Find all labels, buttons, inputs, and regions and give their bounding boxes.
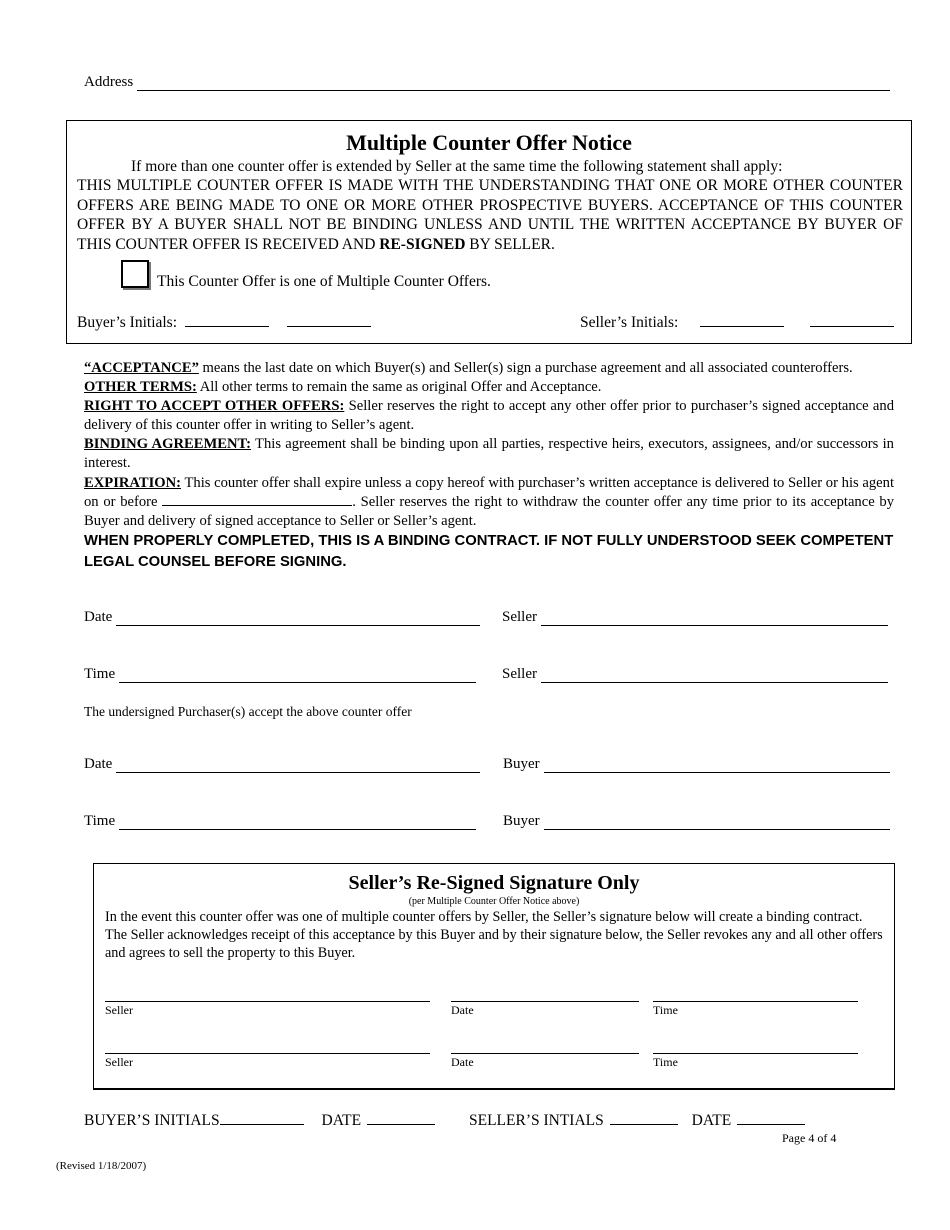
seller-signature-row-2	[502, 666, 888, 683]
resigned-seller-label-2: Seller	[105, 1055, 133, 1069]
resigned-time-label-2: Time	[653, 1055, 678, 1069]
buyer-initials-label: Buyer’s Initials:	[77, 314, 178, 331]
address-row	[84, 74, 890, 91]
multiple-counter-offer-checkbox[interactable]	[121, 260, 149, 288]
resigned-text: In the event this counter offer was one of multiple counter offers by Seller, the Seller’s signature below will create a binding contract. The Seller acknowledges receipt of this acceptance by this Buyer and by their signature below, the Seller revokes any and all other offers and agrees to sell the property to this Buyer.	[105, 909, 883, 961]
buyer-label: Buyer	[503, 813, 540, 829]
address-label: Address	[84, 74, 134, 90]
page-number: Page 4 of 4	[782, 1131, 837, 1145]
seller-signature-field-1[interactable]	[541, 611, 888, 626]
seller-resigned-box	[93, 863, 895, 1090]
seller-label: Seller	[502, 609, 537, 625]
other-terms-text: All other terms to remain the same as original Offer and Acceptance.	[196, 379, 602, 396]
buyer-label: Buyer	[503, 756, 540, 772]
footer-seller-initials-label: SELLER’S INTIALS	[468, 1112, 604, 1129]
buyer-initials-row	[77, 314, 371, 332]
footer-buyer-initials-field[interactable]	[220, 1112, 304, 1125]
expiration-clause	[84, 474, 894, 531]
resigned-date-line-2[interactable]	[451, 1053, 639, 1054]
seller-date-row-1	[84, 609, 480, 626]
seller-initials-field-1[interactable]	[700, 314, 784, 327]
terms-section	[84, 359, 894, 573]
binding-agreement-heading: BINDING AGREEMENT:	[84, 436, 252, 453]
mco-title: Multiple Counter Offer Notice	[346, 130, 632, 155]
right-to-accept-clause	[84, 397, 894, 435]
footer-buyer-date-field[interactable]	[367, 1112, 435, 1125]
buyer-signature-row-1	[503, 756, 890, 773]
resigned-time-line-2[interactable]	[653, 1053, 858, 1054]
acceptance-heading: “ACCEPTANCE”	[84, 360, 199, 376]
buyer-date-row	[84, 756, 480, 773]
resigned-date-line-1[interactable]	[451, 1001, 639, 1002]
buyer-signature-row-2	[503, 813, 890, 830]
binding-agreement-clause	[84, 435, 894, 473]
time-label: Time	[84, 666, 116, 682]
footer-seller-date-field[interactable]	[737, 1112, 805, 1125]
resigned-date-label-2: Date	[451, 1055, 474, 1069]
buyer-time-field[interactable]	[119, 815, 476, 830]
time-label: Time	[84, 813, 116, 829]
resigned-title: Seller’s Re-Signed Signature Only	[348, 872, 640, 894]
date-label: Date	[84, 756, 113, 772]
resigned-time-line-1[interactable]	[653, 1001, 858, 1002]
buyer-signature-field-2[interactable]	[544, 815, 890, 830]
multiple-counter-offer-box	[66, 120, 912, 344]
mco-statement-body: THIS MULTIPLE COUNTER OFFER IS MADE WITH THE UNDERSTANDING THAT ONE OR MORE OTHER COUNTER OFFERS ARE BEING MADE TO ONE OR MORE OTHER PROSPECTIVE BUYERS. ACCEPTANCE OF THIS COUNTER OFFER BY A BUYER SHALL NOT BE BINDING UNLESS AND UNTIL THE WRITTEN ACCEPTANCE BY BUYER OF THIS COUNTER OFFER IS RECEIVED AND	[77, 177, 903, 254]
right-to-accept-heading: RIGHT TO ACCEPT OTHER OFFERS:	[84, 398, 345, 415]
binding-agreement-text: This agreement shall be binding upon all parties, respective heirs, executors, assignees, and/or successors in interest.	[84, 436, 894, 472]
resigned-date-label-1: Date	[451, 1003, 474, 1017]
acceptance-text: means the last date on which Buyer(s) and Seller(s) sign a purchase agreement and all associated counteroffers.	[198, 360, 853, 376]
other-terms-clause	[84, 378, 894, 397]
date-label: Date	[84, 609, 113, 625]
expiration-heading: EXPIRATION:	[84, 474, 182, 491]
footer-buyer-initials-label: BUYER’S INITIALS	[84, 1112, 220, 1129]
seller-date-field-1[interactable]	[116, 611, 480, 626]
resigned-seller-signature-line-1[interactable]	[105, 1001, 430, 1002]
mco-statement-end: BY SELLER.	[465, 236, 555, 254]
address-field[interactable]	[137, 76, 890, 91]
footer-initials-row	[84, 1112, 805, 1130]
footer-seller-initials-field[interactable]	[610, 1112, 678, 1125]
revision-date: (Revised 1/18/2007)	[56, 1160, 147, 1172]
other-terms-heading: OTHER TERMS:	[84, 379, 197, 396]
buyer-date-field[interactable]	[116, 758, 480, 773]
buyer-signature-field-1[interactable]	[544, 758, 890, 773]
seller-initials-row	[580, 314, 894, 332]
mco-resigned-bold: RE-SIGNED	[379, 236, 466, 254]
seller-signature-row-1	[502, 609, 888, 626]
buyer-initials-field-1[interactable]	[185, 314, 269, 327]
purchaser-acceptance-note: The undersigned Purchaser(s) accept the above counter offer	[84, 704, 412, 719]
mco-statement	[77, 176, 903, 255]
resigned-seller-label-1: Seller	[105, 1003, 133, 1017]
buyer-initials-field-2[interactable]	[287, 314, 371, 327]
seller-signature-field-2[interactable]	[541, 668, 888, 683]
footer-date-label: DATE	[691, 1112, 732, 1129]
seller-time-field[interactable]	[119, 668, 476, 683]
seller-initials-label: Seller’s Initials:	[580, 314, 679, 331]
seller-initials-field-2[interactable]	[810, 314, 894, 327]
mco-checkbox-label: This Counter Offer is one of Multiple Counter Offers.	[157, 273, 491, 290]
expiration-date-field[interactable]	[162, 493, 352, 506]
seller-label: Seller	[502, 666, 537, 682]
seller-time-row	[84, 666, 476, 683]
right-to-accept-text: Seller reserves the right to accept any other offer prior to purchaser’s signed acceptance and delivery of this counter offer in writing to Seller’s agent.	[84, 398, 894, 434]
expiration-text-end: . Seller reserves the right to withdraw the counter offer any time prior to its acceptance by Buyer and delivery of signed acceptance to Seller or Seller’s agent.	[84, 493, 895, 529]
footer-date-label: DATE	[321, 1112, 362, 1129]
resigned-subtitle: (per Multiple Counter Offer Notice above)	[408, 896, 580, 907]
expiration-text: This counter offer shall expire unless a copy hereof with purchaser’s written acceptance is delivered to Seller or his agent on or before	[84, 474, 894, 510]
resigned-seller-signature-line-2[interactable]	[105, 1053, 430, 1054]
resigned-time-label-1: Time	[653, 1003, 678, 1017]
mco-intro: If more than one counter offer is extended by Seller at the same time the following statement shall apply:	[131, 158, 783, 175]
acceptance-clause	[84, 359, 894, 378]
buyer-time-row	[84, 813, 476, 830]
binding-contract-warning: WHEN PROPERLY COMPLETED, THIS IS A BINDING CONTRACT. IF NOT FULLY UNDERSTOOD SEEK COMPETENT LEGAL COUNSEL BEFORE SIGNING.	[84, 532, 894, 570]
